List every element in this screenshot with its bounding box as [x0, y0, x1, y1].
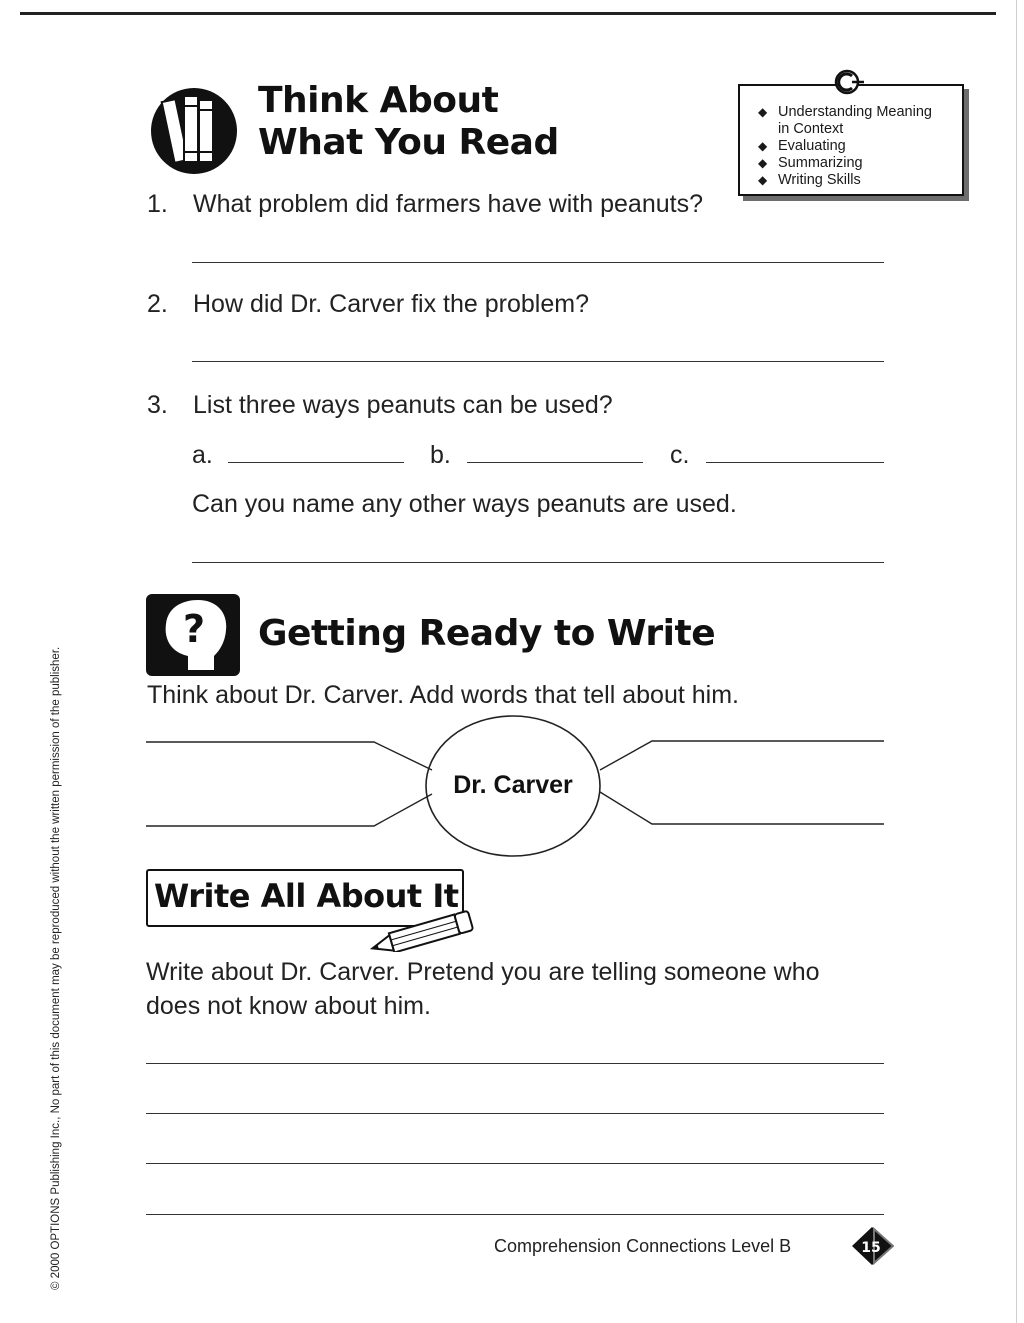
question-mark-glyph: ? [182, 607, 206, 651]
answer-line-1[interactable] [192, 262, 884, 263]
option-b-label: b. [430, 441, 451, 469]
page-number-badge [850, 1225, 894, 1267]
pencil-icon [365, 906, 480, 952]
section-title-line2: What You Read [258, 122, 559, 163]
writing-line-3[interactable] [146, 1163, 884, 1164]
write-instruction-line2: does not know about him. [146, 992, 431, 1020]
answer-line-2[interactable] [192, 361, 884, 362]
write-instruction-line1: Write about Dr. Carver. Pretend you are telling someone who [146, 958, 820, 986]
books-icon [148, 86, 240, 176]
web-line-top-left[interactable] [146, 742, 374, 743]
skill-item: ◆ Summarizing [756, 155, 962, 172]
question-1: 1. What problem did farmers have with peanuts? [147, 190, 703, 218]
skill-item: ◆ Evaluating [756, 138, 962, 155]
writing-line-4[interactable] [146, 1214, 884, 1215]
skill-item: in Context [778, 121, 844, 137]
write-title: Write All About It [154, 877, 459, 915]
question-head-icon [146, 594, 240, 676]
skill-item: ◆ Understanding Meaning [756, 104, 962, 121]
top-rule [20, 12, 996, 15]
skill-item: ◆ Writing Skills [756, 172, 962, 189]
footer-text: Comprehension Connections Level B [494, 1236, 792, 1256]
section-title-line1: Think About [258, 80, 499, 121]
question-2: 2. How did Dr. Carver fix the problem? [147, 290, 589, 318]
question-3-followup: Can you name any other ways peanuts are used. [192, 490, 737, 518]
copyright-notice: © 2000 OPTIONS Publishing Inc., No part of this document may be reproduced without the written permission of the publisher. [50, 646, 62, 1290]
writing-line-1[interactable] [146, 1063, 884, 1064]
web-line-bottom-left[interactable] [146, 826, 374, 827]
web-line-bottom-right[interactable] [652, 824, 884, 825]
page-edge [1016, 0, 1017, 1323]
answer-line-3[interactable] [192, 562, 884, 563]
web-center-label: Dr. Carver [453, 771, 573, 799]
getting-ready-instruction: Think about Dr. Carver. Add words that tell about him. [147, 681, 739, 709]
option-a-line[interactable] [228, 462, 404, 463]
web-line-top-right[interactable] [652, 741, 884, 742]
skills-c-icon [832, 66, 866, 98]
option-b-line[interactable] [467, 462, 643, 463]
page-number: 15 [861, 1240, 881, 1256]
skills-box [738, 84, 964, 196]
option-a-label: a. [192, 441, 213, 469]
option-c-label: c. [670, 441, 690, 469]
writing-line-2[interactable] [146, 1113, 884, 1114]
getting-ready-title: Getting Ready to Write [258, 613, 716, 654]
question-3: 3. List three ways peanuts can be used? [147, 391, 613, 419]
option-c-line[interactable] [706, 462, 884, 463]
